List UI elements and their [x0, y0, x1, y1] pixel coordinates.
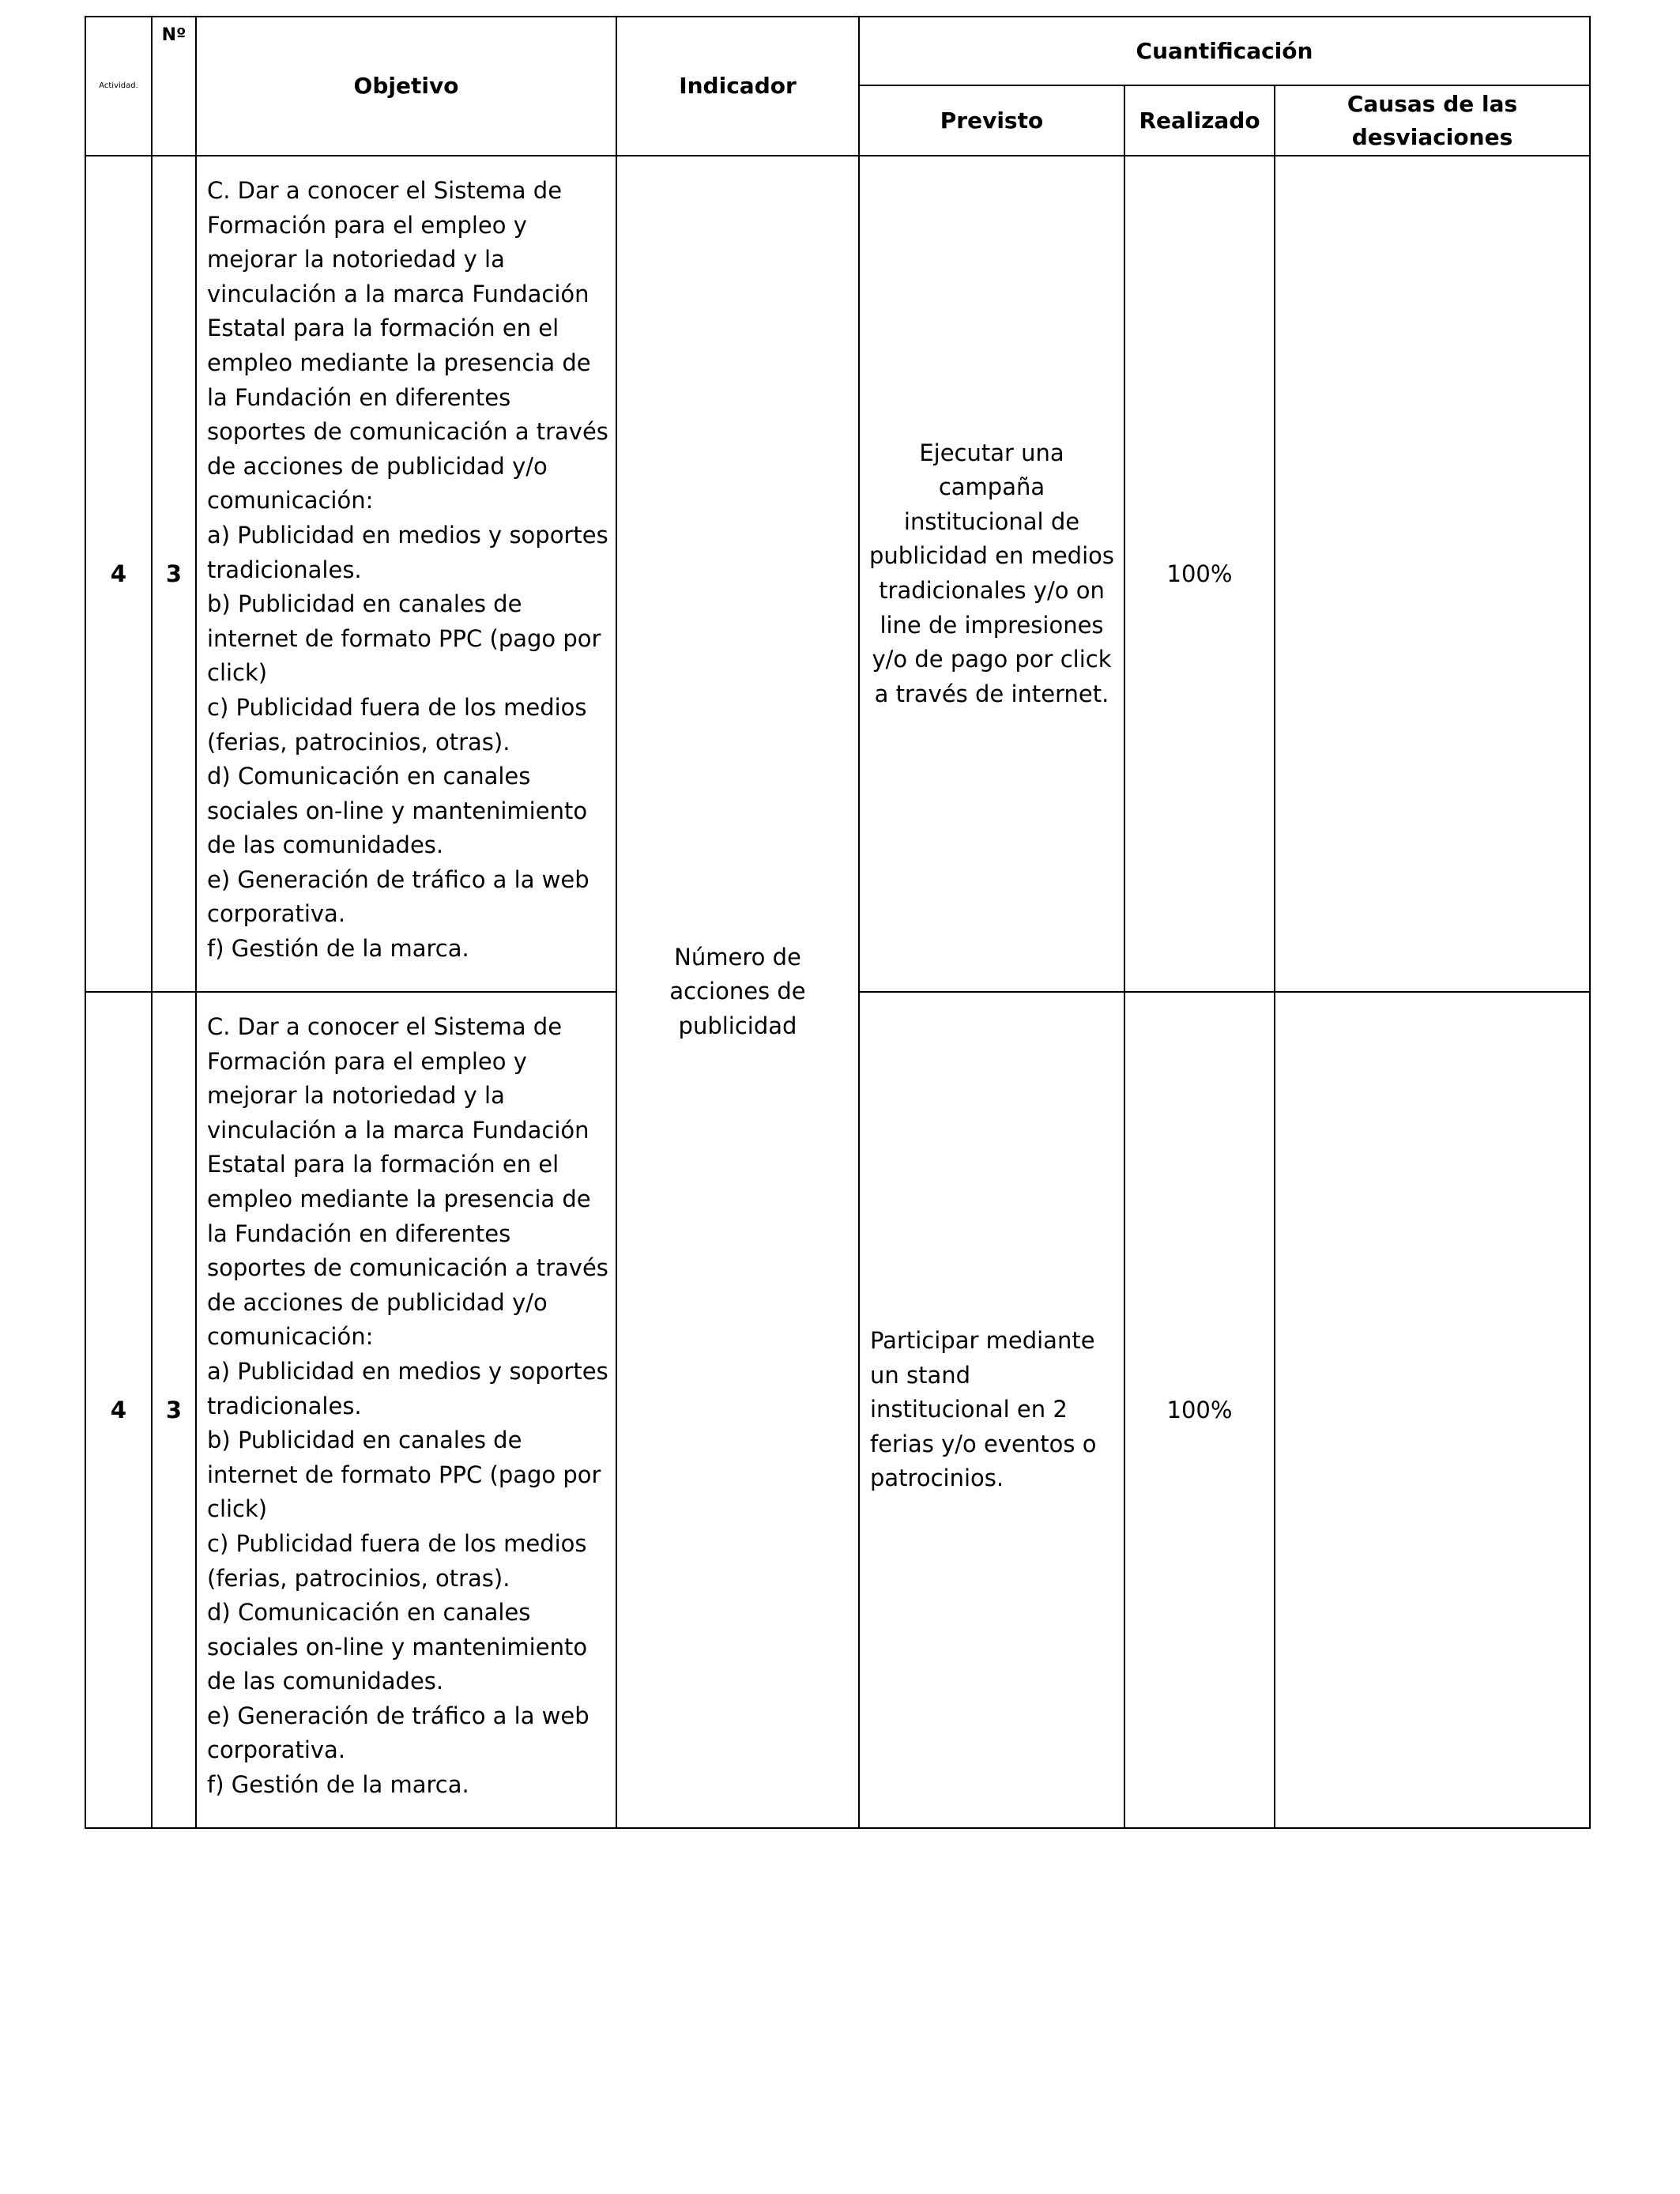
- row-causas: [1275, 992, 1590, 1828]
- row-numero: 3: [152, 992, 196, 1828]
- header-previsto: Previsto: [859, 85, 1124, 156]
- header-numero-label: Nº: [161, 25, 186, 45]
- header-objetivo: Objetivo: [196, 17, 616, 156]
- header-realizado: Realizado: [1124, 85, 1275, 156]
- header-numero: [152, 17, 196, 156]
- row-objetivo: C. Dar a conocer el Sistema de Formación para el empleo y mejorar la notoriedad y la vinculación a la marca Fundación Estatal para la formación en el empleo mediante la presencia de la Fundación en diferentes soportes de comunicación a través de acciones de publicidad y/o comunicación: a) Publicidad en medios y soportes tradicionales. b) Publicidad en canales de internet de formato PPC (pago por click) c) Publicidad fuera de los medios (ferias, patrocinios, otras). d) Comunicación en canales sociales on-line y mantenimiento de las comunidades. e) Generación de tráfico a la web corporativa. f) Gestión de la marca.: [196, 156, 616, 992]
- row-numero: 3: [152, 156, 196, 992]
- table-row: [85, 156, 1590, 992]
- header-indicador: Indicador: [616, 17, 859, 156]
- row-realizado: 100%: [1124, 992, 1275, 1828]
- row-objetivo: C. Dar a conocer el Sistema de Formación para el empleo y mejorar la notoriedad y la vinculación a la marca Fundación Estatal para la formación en el empleo mediante la presencia de la Fundación en diferentes soportes de comunicación a través de acciones de publicidad y/o comunicación: a) Publicidad en medios y soportes tradicionales. b) Publicidad en canales de internet de formato PPC (pago por click) c) Publicidad fuera de los medios (ferias, patrocinios, otras). d) Comunicación en canales sociales on-line y mantenimiento de las comunidades. e) Generación de tráfico a la web corporativa. f) Gestión de la marca.: [196, 992, 616, 1828]
- row-previsto: Ejecutar una campaña institucional de publicidad en medios tradicionales y/o on line de impresiones y/o de pago por click a través de internet.: [859, 156, 1124, 992]
- row-actividad: 4: [85, 156, 152, 992]
- header-causas: Causas de las desviaciones: [1275, 85, 1590, 156]
- row-causas: [1275, 156, 1590, 992]
- row-previsto: Participar mediante un stand institucional en 2 ferias y/o eventos o patrocinios.: [859, 992, 1124, 1828]
- header-cuantificacion: Cuantificación: [859, 17, 1590, 85]
- activity-table: [85, 16, 1591, 1829]
- indicador-cell: Número de acciones de publicidad: [616, 156, 859, 1828]
- row-realizado: 100%: [1124, 156, 1275, 992]
- row-actividad: 4: [85, 992, 152, 1828]
- header-actividad: Actividad.: [85, 17, 152, 156]
